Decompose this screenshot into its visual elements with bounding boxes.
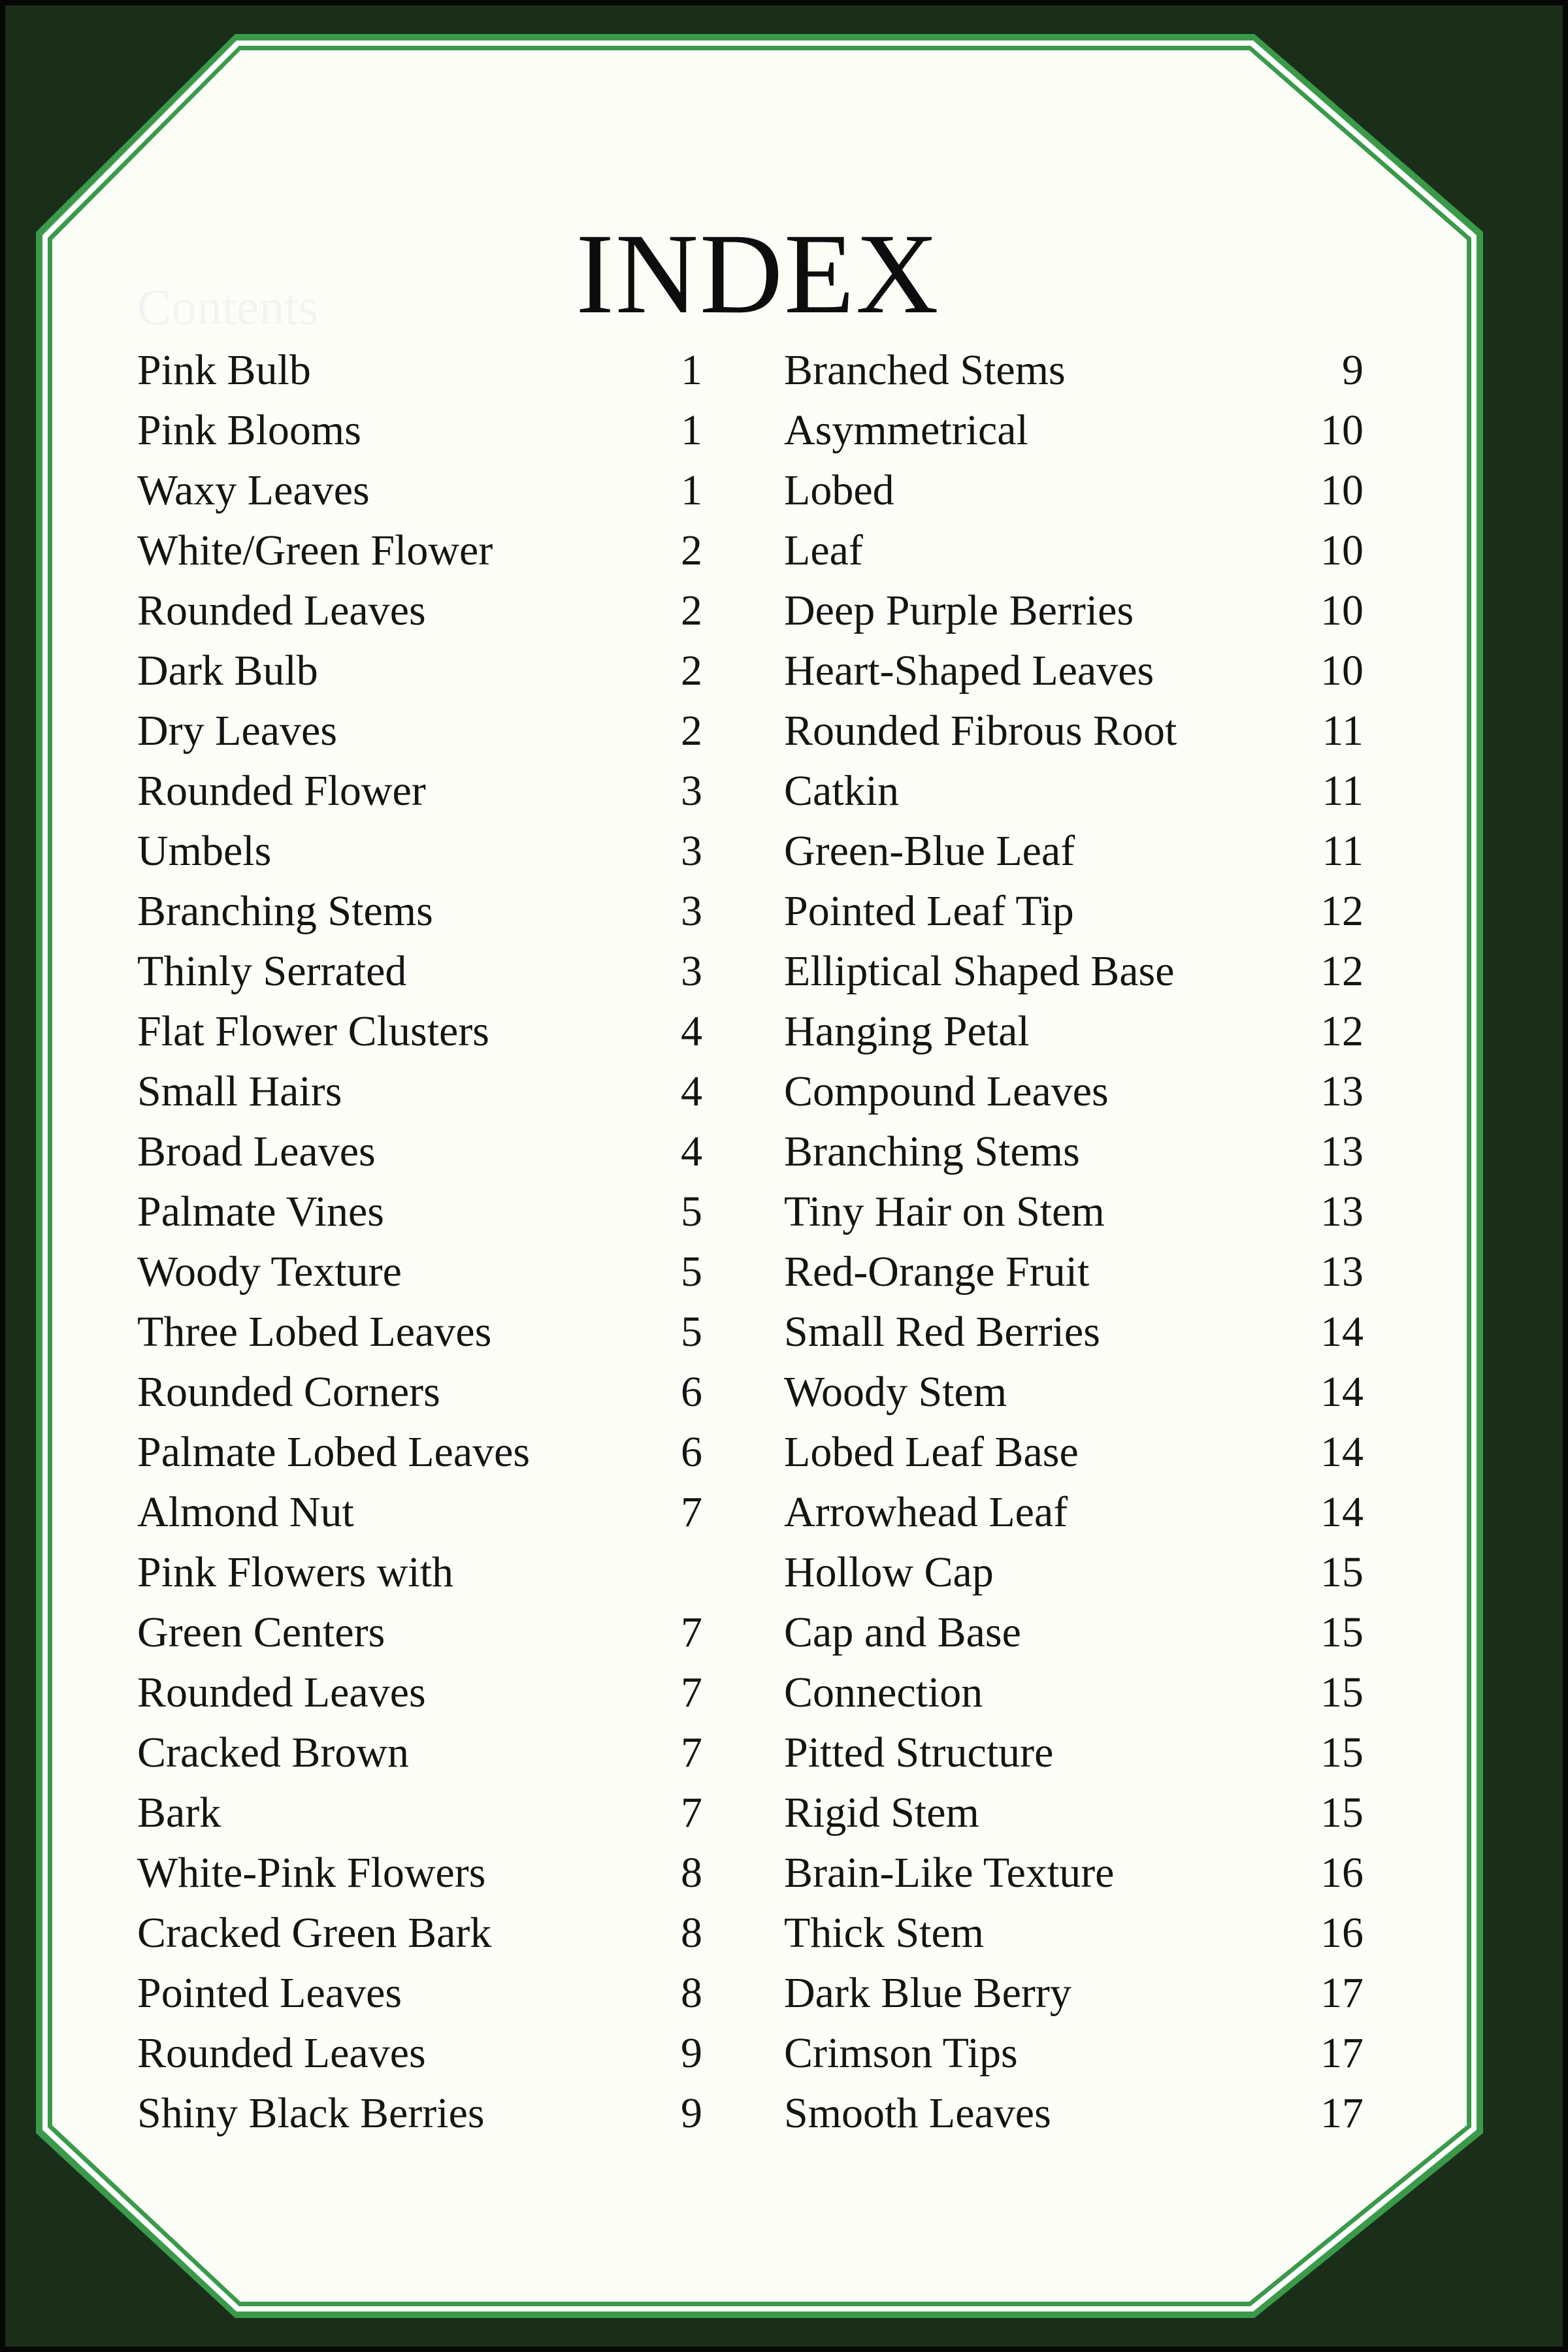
entry-label: Connection [784,1669,983,1716]
index-entry [137,1062,702,1122]
entry-page-number: 7 [681,1488,702,1536]
entry-label: Leaf [784,527,863,574]
index-entry [784,641,1364,701]
faint-contents-label: Contents [137,278,319,335]
entry-label: Asymmetrical [784,406,1028,454]
index-entry [137,1783,702,1843]
index-entry [784,521,1364,581]
entry-page-number: 7 [681,1609,702,1656]
entry-page-number: 9 [1342,346,1364,394]
entry-page-number: 2 [681,707,702,755]
entry-page-number: 15 [1320,1789,1364,1837]
entry-page-number: 3 [681,947,702,995]
index-entry [784,1002,1364,1062]
entry-page-number: 12 [1320,887,1364,935]
index-entry [784,701,1364,761]
entry-page-number: 4 [681,1007,702,1055]
index-entry [137,1362,702,1422]
index-entry [784,340,1364,400]
index-entry [784,821,1364,881]
entry-label: Cracked Green Bark [137,1909,492,1957]
entry-label: Hanging Petal [784,1007,1030,1055]
entry-page-number: 13 [1320,1188,1364,1235]
index-entry [784,1963,1364,2023]
index-entry [137,521,702,581]
entry-page-number: 15 [1320,1548,1364,1596]
entry-label: Branched Stems [784,346,1066,394]
index-column-left [137,340,702,2144]
entry-page-number: 13 [1320,1248,1364,1296]
entry-page-number: 7 [681,1669,702,1716]
entry-label: Dark Blue Berry [784,1969,1071,2017]
index-entry [784,2023,1364,2083]
index-entry [137,581,702,641]
index-entry [137,1002,702,1062]
entry-page-number: 10 [1320,587,1364,634]
index-entry [137,1723,702,1783]
index-entry [784,1783,1364,1843]
index-entry [137,1182,702,1242]
entry-label: Cracked Brown [137,1729,410,1776]
entry-page-number: 17 [1320,1969,1364,2017]
entry-page-number: 11 [1322,827,1364,875]
entry-page-number: 6 [681,1428,702,1476]
index-entry [784,1182,1364,1242]
entry-label: Woody Texture [137,1248,402,1296]
entry-label: Lobed [784,466,894,514]
index-entry [784,1242,1364,1302]
index-entry [137,1843,702,1903]
index-entry [137,761,702,821]
entry-label: Three Lobed Leaves [137,1308,492,1356]
entry-page-number: 4 [681,1068,702,1115]
entry-page-number: 5 [681,1308,702,1356]
index-entry [137,1543,702,1603]
entry-label: Pointed Leaf Tip [784,887,1074,935]
entry-label: Rounded Leaves [137,1669,426,1716]
entry-label: Brain-Like Texture [784,1849,1115,1897]
entry-page-number: 2 [681,587,702,634]
index-entry [784,761,1364,821]
index-entry [137,1903,702,1963]
entry-label: Rigid Stem [784,1789,979,1837]
entry-label: White-Pink Flowers [137,1849,486,1897]
entry-label: Small Red Berries [784,1308,1100,1356]
index-entry [137,461,702,521]
entry-page-number: 10 [1320,527,1364,574]
index-entry [784,1603,1364,1663]
entry-page-number: 8 [681,1849,702,1897]
entry-label: Heart-Shaped Leaves [784,647,1154,694]
entry-page-number: 10 [1320,466,1364,514]
entry-page-number: 9 [681,2029,702,2077]
index-entry [137,1122,702,1182]
entry-page-number: 8 [681,1909,702,1957]
entry-page-number: 14 [1320,1428,1364,1476]
index-entry [784,461,1364,521]
index-entry [137,941,702,1002]
index-entry [784,1302,1364,1362]
entry-page-number: 6 [681,1368,702,1416]
index-entry [784,941,1364,1002]
entry-label: Deep Purple Berries [784,587,1134,634]
entry-label: Thick Stem [784,1909,985,1957]
entry-label: Rounded Corners [137,1368,440,1416]
entry-label: Pink Blooms [137,406,361,454]
entry-page-number: 14 [1320,1308,1364,1356]
entry-page-number: 14 [1320,1488,1364,1536]
index-entry [784,2083,1364,2144]
entry-page-number: 2 [681,647,702,694]
entry-page-number: 3 [681,767,702,815]
entry-page-number: 17 [1320,2029,1364,2077]
entry-label: Red-Orange Fruit [784,1248,1090,1296]
index-entry [137,1302,702,1362]
entry-label: Woody Stem [784,1368,1007,1416]
entry-page-number: 8 [681,1969,702,2017]
entry-label: Tiny Hair on Stem [784,1188,1105,1235]
index-entry [137,1963,702,2023]
entry-label: Broad Leaves [137,1128,376,1175]
entry-label: Umbels [137,827,272,875]
index-entry [784,1062,1364,1122]
entry-page-number: 2 [681,527,702,574]
entry-label: Smooth Leaves [784,2089,1051,2137]
entry-label: Arrowhead Leaf [784,1488,1068,1536]
entry-page-number: 11 [1322,767,1364,815]
entry-page-number: 15 [1320,1669,1364,1716]
entry-page-number: 5 [681,1248,702,1296]
index-entry [784,1843,1364,1903]
entry-label: Lobed Leaf Base [784,1428,1079,1476]
entry-label: Rounded Leaves [137,587,426,634]
entry-label: Flat Flower Clusters [137,1007,489,1055]
index-entry [784,1543,1364,1603]
index-entry [137,400,702,461]
index-entry [137,701,702,761]
entry-page-number: 7 [681,1729,702,1776]
index-entry [137,2023,702,2083]
entry-label: Bark [137,1789,221,1837]
index-entry [137,340,702,400]
index-entry [784,1663,1364,1723]
index-entry [137,1482,702,1543]
entry-label: Pink Flowers with [137,1548,454,1596]
entry-label: Branching Stems [784,1128,1080,1175]
entry-page-number: 14 [1320,1368,1364,1416]
index-entry [784,881,1364,941]
entry-page-number: 9 [681,2089,702,2137]
entry-page-number: 1 [681,466,702,514]
entry-page-number: 3 [681,887,702,935]
index-entry [137,1242,702,1302]
entry-page-number: 17 [1320,2089,1364,2137]
index-entry [784,1903,1364,1963]
entry-label: Branching Stems [137,887,433,935]
entry-label: Dark Bulb [137,647,318,694]
entry-label: Hollow Cap [784,1548,994,1596]
entry-page-number: 12 [1320,947,1364,995]
entry-label: Palmate Lobed Leaves [137,1428,531,1476]
index-column-right [784,340,1364,2144]
entry-label: Dry Leaves [137,707,338,755]
entry-page-number: 4 [681,1128,702,1175]
entry-page-number: 3 [681,827,702,875]
entry-page-number: 15 [1320,1609,1364,1656]
index-entry [137,1663,702,1723]
index-entry [784,400,1364,461]
entry-page-number: 7 [681,1789,702,1837]
entry-label: Small Hairs [137,1068,342,1115]
entry-label: Pink Bulb [137,346,311,394]
index-entry [137,881,702,941]
entry-label: Palmate Vines [137,1188,384,1235]
entry-page-number: 13 [1320,1128,1364,1175]
index-entry [784,1122,1364,1182]
entry-label: Almond Nut [137,1488,354,1536]
entry-label: Thinly Serrated [137,947,407,995]
entry-page-number: 15 [1320,1729,1364,1776]
entry-label: Cap and Base [784,1609,1021,1656]
entry-page-number: 13 [1320,1068,1364,1115]
entry-label: Compound Leaves [784,1068,1109,1115]
index-entry [137,641,702,701]
entry-label: Pitted Structure [784,1729,1054,1776]
entry-page-number: 16 [1320,1909,1364,1957]
entry-label: Elliptical Shaped Base [784,947,1175,995]
entry-label: White/Green Flower [137,527,493,574]
entry-label: Green Centers [137,1609,385,1656]
index-entry [784,1482,1364,1543]
entry-label: Pointed Leaves [137,1969,402,2017]
entry-label: Waxy Leaves [137,466,370,514]
entry-page-number: 12 [1320,1007,1364,1055]
index-entry [137,1422,702,1482]
index-entry [784,1362,1364,1422]
index-entry [137,2083,702,2144]
entry-page-number: 5 [681,1188,702,1235]
entry-label: Rounded Leaves [137,2029,426,2077]
page-title: INDEX [576,210,940,338]
entry-page-number: 10 [1320,406,1364,454]
entry-label: Catkin [784,767,899,815]
entry-label: Rounded Flower [137,767,426,815]
index-entry [137,821,702,881]
entry-label: Crimson Tips [784,2029,1018,2077]
index-entry [784,1422,1364,1482]
entry-label: Green-Blue Leaf [784,827,1075,875]
entry-label: Rounded Fibrous Root [784,707,1177,755]
entry-page-number: 1 [681,406,702,454]
entry-page-number: 1 [681,346,702,394]
entry-label: Shiny Black Berries [137,2089,485,2137]
index-entry [137,1603,702,1663]
entry-page-number: 11 [1322,707,1364,755]
index-entry [784,581,1364,641]
entry-page-number: 10 [1320,647,1364,694]
entry-page-number: 16 [1320,1849,1364,1897]
index-entry [784,1723,1364,1783]
